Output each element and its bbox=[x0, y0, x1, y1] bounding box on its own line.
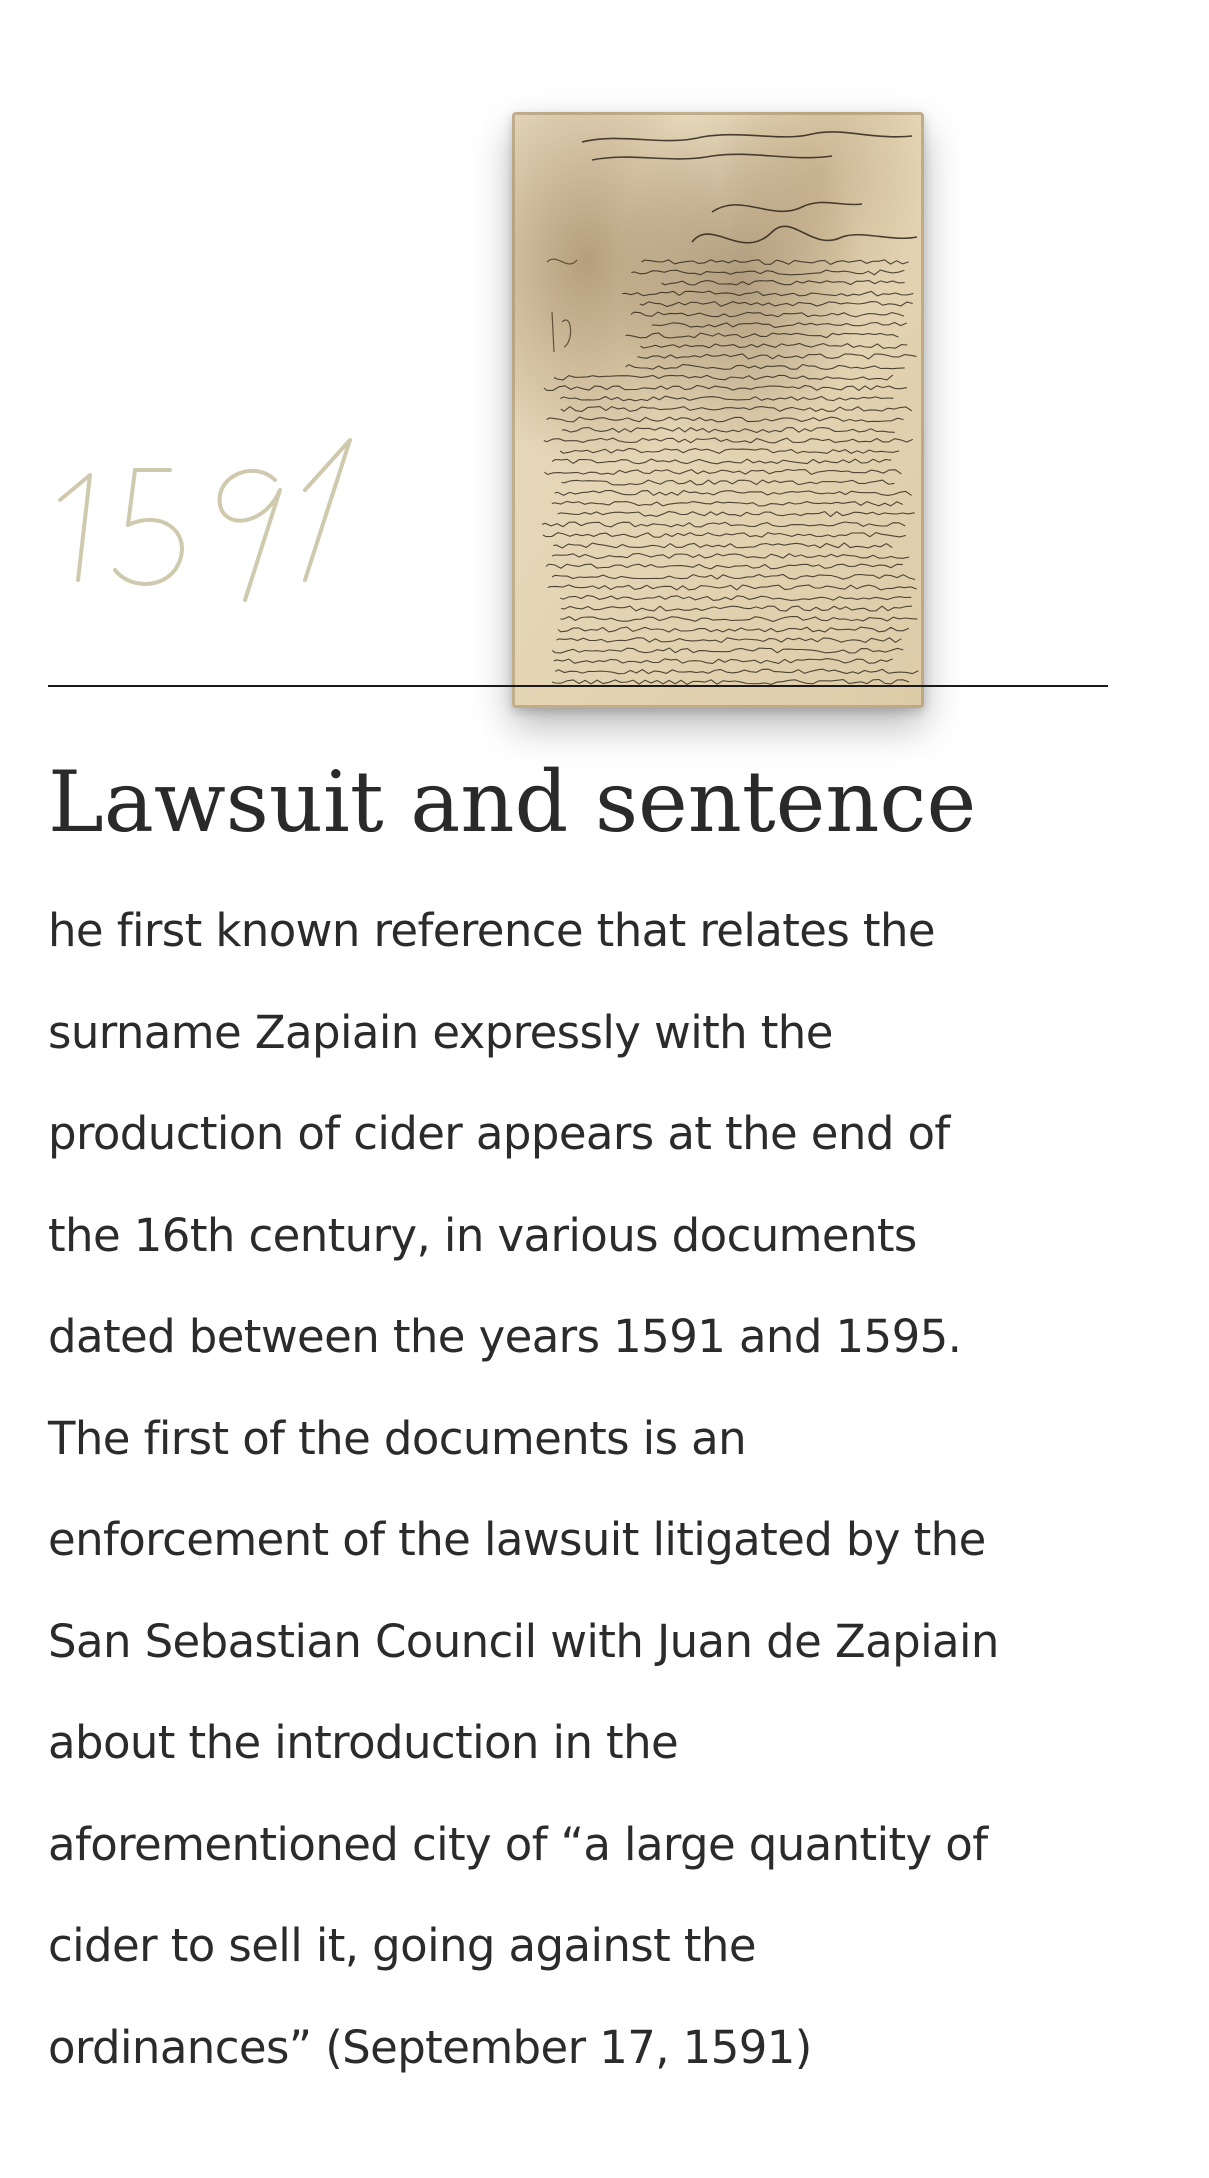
body-line: about the introduction in the bbox=[48, 1716, 679, 1769]
year-script-1591 bbox=[50, 430, 380, 630]
manuscript-image bbox=[512, 112, 924, 708]
body-line: dated between the years 1591 and 1595. bbox=[48, 1310, 962, 1363]
body-line: enforcement of the lawsuit litigated by the bbox=[48, 1513, 986, 1566]
body-line: cider to sell it, going against the bbox=[48, 1919, 756, 1972]
section-body bbox=[48, 880, 1148, 2098]
body-line: The first of the documents is an bbox=[48, 1411, 747, 1465]
body-line: he first known reference that relates the bbox=[48, 904, 935, 957]
body-line: surname Zapiain expressly with the bbox=[48, 1005, 833, 1059]
body-line: San Sebastian Council with Juan de Zapiain bbox=[48, 1614, 999, 1668]
section-title: Lawsuit and sentence bbox=[48, 753, 977, 851]
body-line: ordinances” (September 17, 1591) bbox=[48, 2020, 812, 2074]
body-line: production of cider appears at the end of bbox=[48, 1107, 950, 1160]
section-divider bbox=[48, 685, 1108, 687]
body-line: aforementioned city of “a large quantity of bbox=[48, 1817, 988, 1871]
body-line: the 16th century, in various documents bbox=[48, 1208, 917, 1262]
